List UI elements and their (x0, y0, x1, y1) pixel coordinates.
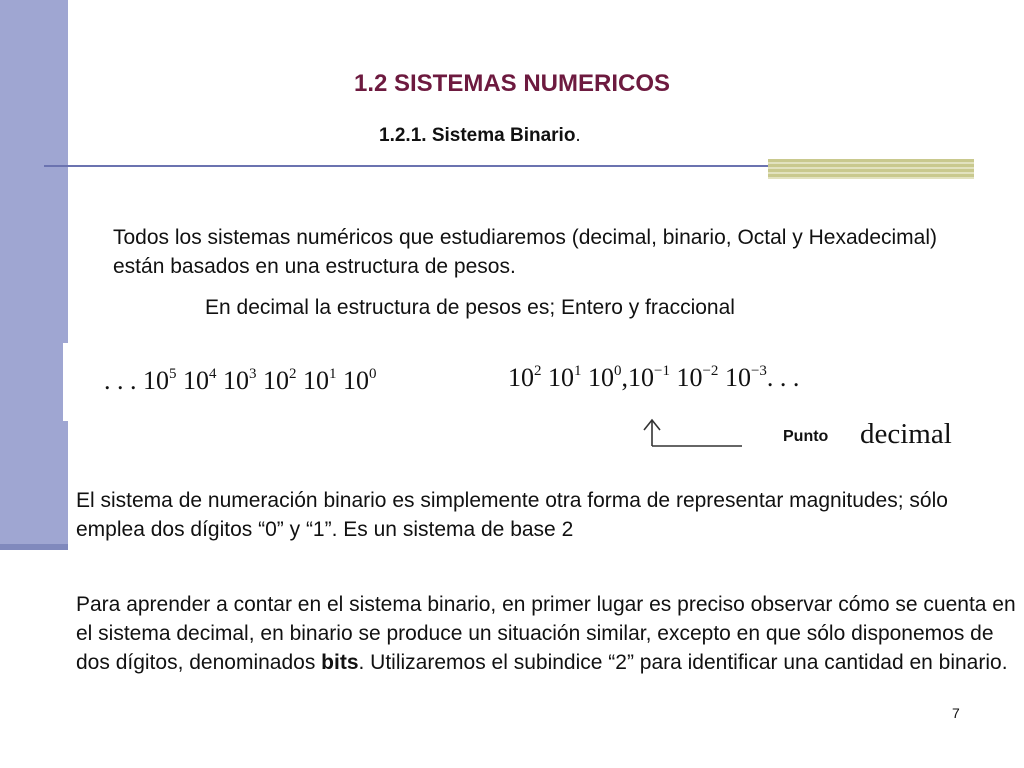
counting-paragraph (76, 590, 1016, 677)
bits-term: bits (321, 651, 359, 674)
decimal-point-label-bold: Punto (783, 428, 829, 445)
power-term: $10^3$ (223, 366, 257, 395)
page-number: 7 (952, 705, 960, 721)
power-term: $10^{-3}$ (724, 363, 767, 392)
subtitle-text: 1.2.1. Sistema Binario (379, 125, 576, 146)
fraction-suffix: . . . (766, 363, 800, 392)
power-term: $10^{-2}$ (676, 363, 719, 392)
power-term: $10^2$ (508, 363, 542, 392)
integer-prefix: . . . (104, 366, 143, 395)
power-term: $10^{-1}$ (628, 363, 670, 392)
fraction-powers (508, 363, 799, 393)
side-decor-bar-shadow (0, 544, 68, 550)
subtitle-dot: . (575, 125, 581, 146)
slide-subtitle (379, 125, 581, 147)
power-term: $10^0$ (343, 366, 377, 395)
figure-mask (63, 343, 73, 421)
accent-bar (768, 159, 974, 179)
decimal-point-label-word: decimal (860, 418, 952, 450)
intro-paragraph: Todos los sistemas numéricos que estudiaremos (decimal, binario, Octal y Hexadecimal) están basados en una estructura de pesos. (113, 226, 938, 278)
decimal-separator: , (621, 363, 628, 392)
power-term: $10^4$ (183, 366, 217, 395)
binary-definition-paragraph: El sistema de numeración binario es simplemente otra forma de representar magnitudes; sólo emplea dos dígitos “0” y “1”. Es un sistema de base 2 (76, 489, 948, 541)
counting-text-end: . Utilizaremos el subindice “2” para identificar una cantidad en binario. (358, 651, 1008, 674)
decimal-point-arrow-icon (638, 418, 748, 454)
power-term: $10^1$ (548, 363, 582, 392)
weights-paragraph: En decimal la estructura de pesos es; Entero y fraccional (205, 296, 735, 319)
slide-title: 1.2 SISTEMAS NUMERICOS (353, 70, 671, 97)
power-term: $10^0$ (588, 363, 622, 392)
power-term: $10^1$ (303, 366, 337, 395)
integer-powers (104, 366, 377, 396)
counting-text-start: Para aprender a contar en el sistema binario, en primer lugar es preciso observar cómo se cuenta en el sistema decimal, en binario se produce un situación similar, excepto en que sólo disponemos de dos dígitos, denominados (76, 593, 1016, 674)
power-term: $10^5$ (143, 366, 177, 395)
power-term: $10^2$ (263, 366, 297, 395)
